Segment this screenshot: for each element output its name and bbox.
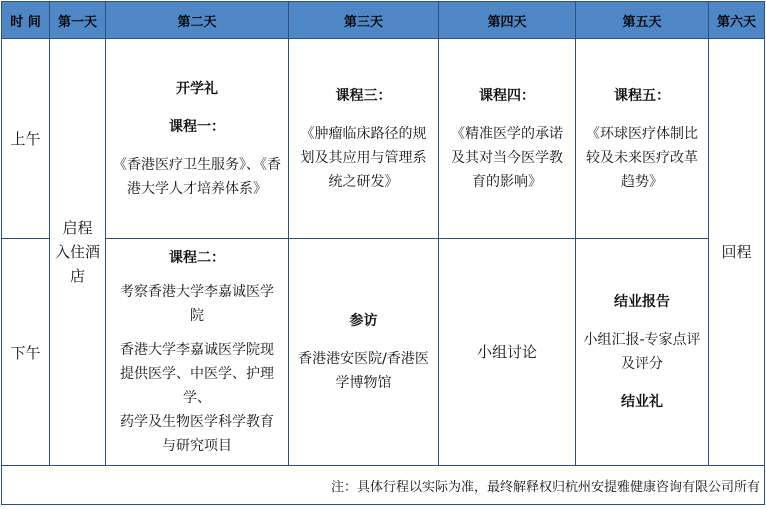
header-row [2,2,765,39]
day5-pm-title2: 结业礼 [621,394,663,410]
header-day4: 第四天 [439,2,576,39]
day5-pm-title1: 结业报告 [614,294,670,310]
day2-am-desc1: 《香港医疗卫生服务》、《香 [113,156,281,173]
slot-afternoon: 下午 [2,239,50,466]
morning-row [2,39,765,239]
header-day3: 第三天 [289,2,439,39]
day2-pm-p2-line4: 与研究项目 [162,438,232,454]
day1-line1: 启程 [62,219,93,237]
day3-am-desc1: 《肿瘤临床路径的规 [300,125,427,142]
afternoon-row [2,239,765,466]
day2-pm-p2-line2: 提供医学、中医学、护理学、 [120,366,274,406]
day5-pm-desc2: 及评分 [621,356,663,372]
day2-pm-p2-line3: 药学及生物医学科学教育 [120,414,274,430]
day4-am-desc3: 育的影响》 [472,173,542,190]
day2-afternoon-cell [106,239,289,466]
day5-am-desc2: 较及未来医疗改革 [586,149,698,166]
day1-cell [50,39,106,466]
header-day5: 第五天 [576,2,709,39]
day2-am-desc2: 港大学人才培养体系》 [127,180,267,197]
day3-pm-desc1: 香港港安医院/香港医 [298,351,429,367]
day1-line3: 店 [69,267,85,285]
day6-text: 回程 [721,243,752,261]
day5-am-desc3: 趋势》 [621,173,663,190]
day2-morning-cell [106,39,289,239]
day3-am-title: 课程三： [335,87,392,104]
day6-cell [709,39,765,466]
day2-am-title1: 开学礼 [176,80,218,97]
day5-am-title: 课程五： [614,87,670,104]
day4-am-desc1: 《精准医学的承诺 [451,125,563,142]
day2-pm-p1-line1: 考察香港大学李嘉诚医学 [120,284,274,300]
day2-pm-title: 课程二： [169,250,225,266]
day2-am-title2: 课程一： [169,118,225,135]
day5-am-desc1: 《环球医疗体制比 [586,125,698,142]
day4-morning-cell [439,39,576,239]
header-time: 时 间 [2,2,50,39]
day5-pm-desc1: 小组汇报-专家点评 [583,332,701,348]
day5-afternoon-cell [576,239,709,466]
day3-afternoon-cell [289,239,439,466]
note-row [2,466,765,505]
day4-am-title: 课程四： [479,87,535,104]
day2-pm-p2-line1: 香港大学李嘉诚医学院现 [120,342,274,358]
day3-am-desc3: 统之研发》 [328,173,399,190]
day5-morning-cell [576,39,709,239]
day4-afternoon-cell [439,239,576,466]
header-day2: 第二天 [106,2,289,39]
day3-pm-desc2: 学博物馆 [335,375,392,391]
day3-am-desc2: 划及其应用与管理系 [300,149,427,166]
day3-pm-title: 参访 [349,313,378,329]
schedule-table [1,1,765,505]
day3-morning-cell [289,39,439,239]
day4-pm-text: 小组讨论 [476,343,537,361]
day2-pm-p1-line2: 院 [190,308,204,324]
day4-am-desc2: 及其对当今医学教 [451,149,563,166]
note-text: 注：具体行程以实际为准，最终解释权归杭州安提雅健康咨询有限公司所有 [2,466,765,505]
header-day1: 第一天 [50,2,106,39]
slot-morning: 上午 [2,39,50,239]
header-day6: 第六天 [709,2,765,39]
day1-line2: 入住酒 [54,243,100,261]
